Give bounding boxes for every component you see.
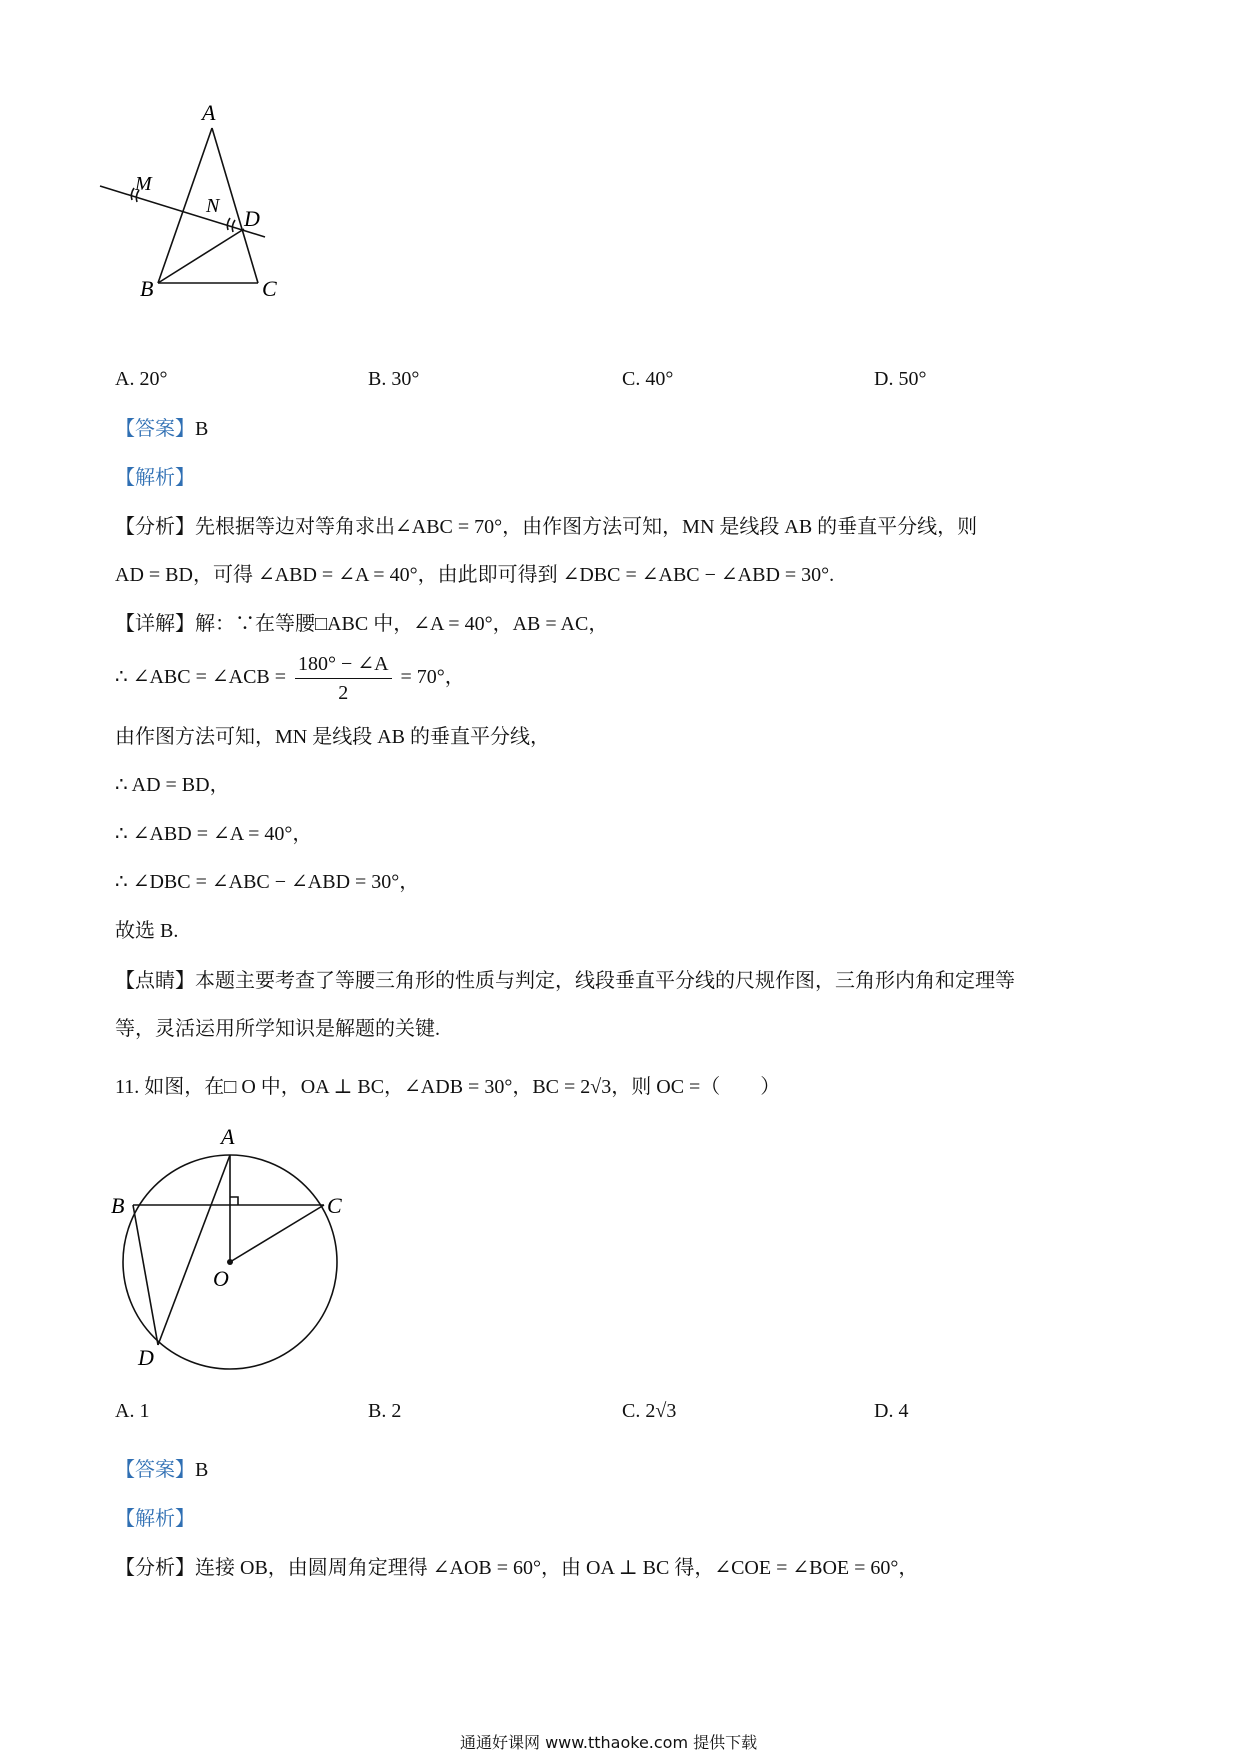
fenxi-text-1: 先根据等边对等角求出∠ABC = 70°，由作图方法可知，MN 是线段 AB 的垂直平分线，则 (195, 516, 978, 538)
step2-right: = 70°， (400, 666, 465, 689)
step-fraction-line (115, 650, 465, 707)
step7-line: 故选 B. (115, 920, 179, 942)
dianjing-line-2: 等，灵活运用所学知识是解题的关键. (115, 1018, 440, 1040)
fraction-numerator: 180° − ∠A (295, 650, 391, 679)
center-point-o (227, 1259, 233, 1265)
dianjing-text-1: 本题主要考查了等腰三角形的性质与判定，线段垂直平分线的尺规作图，三角形内角和定理等 (195, 970, 1015, 992)
label-b: B (140, 276, 154, 301)
segment-ab (158, 128, 212, 283)
label-c: C (262, 276, 277, 301)
q11-fenxi-line-1 (115, 1554, 918, 1582)
q11-option-c: C. 2√3 (622, 1400, 677, 1422)
fraction-denominator: 2 (338, 682, 349, 704)
step4-line: ∴ AD = BD， (115, 774, 230, 796)
q11-circle-figure (105, 1120, 365, 1370)
segment-bd (158, 229, 244, 283)
q11-option-d: D. 4 (874, 1400, 909, 1422)
label-m: M (135, 173, 152, 195)
segment-oc (230, 1205, 324, 1262)
q11-fenxi-text-1: 连接 OB，由圆周角定理得 ∠AOB = 60°，由 OA ⊥ BC 得，∠COE = ∠BOE = 60°， (195, 1557, 919, 1579)
label-d: D (138, 1345, 154, 1370)
step2-left: ∴ ∠ABC = ∠ACB = (115, 666, 287, 689)
fenxi-line-2: AD = BD，可得 ∠ABD = ∠A = 40°，由此即可得到 ∠DBC = ∠ABC − ∠ABD = 30°. (115, 564, 835, 586)
fenxi-line-1 (115, 513, 977, 541)
xiangjie-tag: 【详解】 (115, 613, 195, 635)
label-o: O (213, 1266, 229, 1291)
step6-line: ∴ ∠DBC = ∠ABC − ∠ABD = 30°， (115, 871, 420, 893)
label-a: A (221, 1124, 235, 1149)
q11-fenxi-tag: 【分析】 (115, 1557, 195, 1579)
label-d: D (244, 206, 260, 231)
step5-line: ∴ ∠ABD = ∠A = 40°， (115, 823, 313, 845)
right-angle-mark (230, 1197, 238, 1205)
step3-line: 由作图方法可知，MN 是线段 AB 的垂直平分线， (115, 726, 551, 748)
page-footer: 通通好课网 www.tthaoke.com 提供下载 (460, 1733, 758, 1752)
label-b: B (111, 1193, 125, 1218)
fenxi-tag: 【分析】 (115, 516, 195, 538)
label-a: A (202, 100, 216, 125)
q11-option-a: A. 1 (115, 1400, 150, 1422)
analysis-tag: 【解析】 (115, 467, 195, 489)
chord-ad (158, 1155, 230, 1345)
q11-analysis-tag: 【解析】 (115, 1508, 195, 1530)
label-n: N (206, 195, 220, 217)
dianjing-tag: 【点睛】 (115, 970, 195, 992)
option-b: B. 30° (368, 368, 420, 390)
answer-line (115, 415, 208, 443)
perpendicular-bisector-mn (100, 186, 265, 237)
fraction (295, 650, 391, 707)
q10-triangle-figure (90, 100, 330, 340)
q11-answer-tag: 【答案】 (115, 1459, 195, 1481)
q11-option-b: B. 2 (368, 1400, 402, 1422)
chord-bd (133, 1205, 158, 1345)
label-c: C (327, 1193, 342, 1218)
option-d: D. 50° (874, 368, 927, 390)
option-c: C. 40° (622, 368, 674, 390)
q11-answer-value: B (195, 1459, 209, 1481)
answer-tag: 【答案】 (115, 418, 195, 440)
option-a: A. 20° (115, 368, 168, 390)
q11-answer-line (115, 1456, 208, 1484)
xiangjie-text-1: 解：∵在等腰□ABC 中，∠A = 40°，AB = AC， (195, 613, 609, 635)
dianjing-line-1 (115, 967, 1015, 995)
answer-value: B (195, 418, 209, 440)
xiangjie-line-1 (115, 610, 608, 638)
q11-stem: 11. 如图，在□ O 中，OA ⊥ BC，∠ADB = 30°，BC = 2√3，则 OC =（ ） (115, 1076, 781, 1098)
